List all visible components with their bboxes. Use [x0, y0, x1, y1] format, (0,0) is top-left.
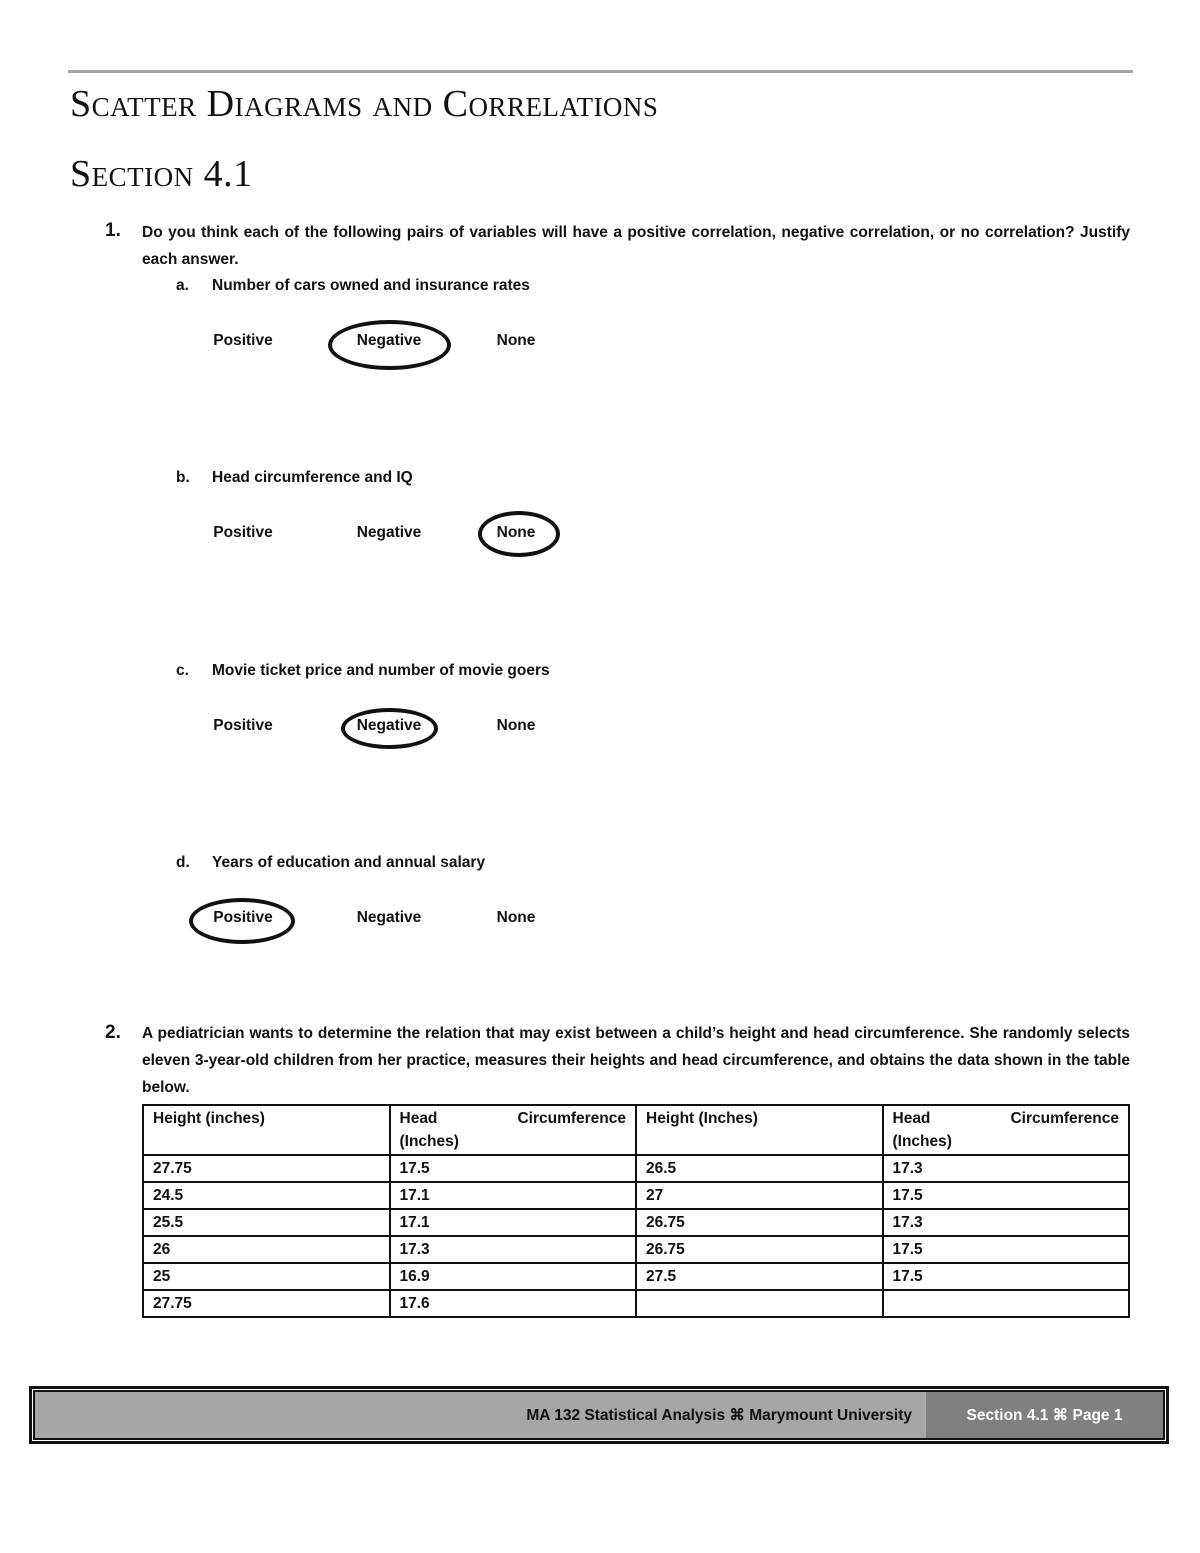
item-b-answer-circle [478, 511, 560, 557]
page-title: Scatter Diagrams and Correlations [70, 83, 659, 125]
table-row [143, 1263, 1129, 1290]
table-cell: 25 [143, 1263, 390, 1290]
header-circumference-2-word2: Circumference [1010, 1110, 1119, 1127]
item-d-option-positive[interactable]: Positive [213, 909, 273, 926]
table-cell: 27.5 [636, 1263, 883, 1290]
header-circumference-1-unit: (Inches) [399, 1133, 459, 1150]
table-header-row [143, 1105, 1129, 1155]
table-cell [883, 1290, 1130, 1317]
table-row [143, 1155, 1129, 1182]
header-circumference-2-unit: (Inches) [892, 1133, 952, 1150]
item-b-option-positive[interactable]: Positive [213, 524, 273, 541]
table-cell: 17.6 [390, 1290, 637, 1317]
footer-course: MA 132 Statistical Analysis ⌘ Marymount University [35, 1392, 926, 1438]
item-c-option-negative[interactable]: Negative [356, 717, 422, 734]
header-height-1: Height (inches) [143, 1105, 390, 1155]
table-cell: 27.75 [143, 1290, 390, 1317]
table-cell: 27 [636, 1182, 883, 1209]
item-d-text: Years of education and annual salary [212, 854, 486, 871]
item-d-answer-circle [189, 898, 295, 944]
table-row [143, 1209, 1129, 1236]
header-circumference-2-word1: Head [892, 1110, 931, 1127]
top-rule [68, 70, 1133, 73]
header-circumference-2 [883, 1105, 1130, 1155]
table-cell: 16.9 [390, 1263, 637, 1290]
table-cell: 17.1 [390, 1209, 637, 1236]
item-a-answer-circle [328, 320, 451, 370]
height-circumference-table [142, 1104, 1130, 1318]
table-cell: 26 [143, 1236, 390, 1263]
table-row [143, 1236, 1129, 1263]
item-c-letter: c. [176, 662, 189, 679]
table-cell: 17.3 [883, 1155, 1130, 1182]
item-c-option-positive[interactable]: Positive [213, 717, 273, 734]
table-cell: 17.3 [883, 1209, 1130, 1236]
table-row [143, 1290, 1129, 1317]
header-circumference-1-word1: Head [399, 1110, 438, 1127]
item-d-letter: d. [176, 854, 190, 871]
table-cell: 17.5 [883, 1182, 1130, 1209]
header-height-2: Height (Inches) [636, 1105, 883, 1155]
item-a-letter: a. [176, 277, 189, 294]
item-a-option-negative[interactable]: Negative [356, 332, 422, 349]
item-c-option-none[interactable]: None [496, 717, 536, 734]
item-b-letter: b. [176, 469, 190, 486]
item-b-text: Head circumference and IQ [212, 469, 413, 486]
header-circumference-1 [390, 1105, 637, 1155]
item-a-option-none[interactable]: None [496, 332, 536, 349]
table-cell: 17.5 [390, 1155, 637, 1182]
table-row [143, 1182, 1129, 1209]
table-cell [636, 1290, 883, 1317]
question-1-number: 1. [105, 220, 121, 241]
table-cell: 26.75 [636, 1236, 883, 1263]
question-2-text: A pediatrician wants to determine the relation that may exist between a child’s height and head circumference. She randomly selects eleven 3-year-old children from her practice, measures their heights and head circumference, and obtains the data shown in the table below. [142, 1025, 1130, 1096]
table-cell: 27.75 [143, 1155, 390, 1182]
table-cell: 17.5 [883, 1263, 1130, 1290]
item-d-option-none[interactable]: None [496, 909, 536, 926]
item-c-text: Movie ticket price and number of movie goers [212, 662, 550, 679]
question-2-number: 2. [105, 1022, 121, 1043]
question-1-text: Do you think each of the following pairs of variables will have a positive correlation, negative correlation, or no correlation? Justify each answer. [142, 224, 1130, 268]
header-circumference-1-word2: Circumference [517, 1110, 626, 1127]
section-title: Section 4.1 [70, 153, 253, 195]
table-cell: 17.1 [390, 1182, 637, 1209]
table-cell: 25.5 [143, 1209, 390, 1236]
item-b-option-negative[interactable]: Negative [356, 524, 422, 541]
item-b-option-none[interactable]: None [496, 524, 536, 541]
item-a-option-positive[interactable]: Positive [213, 332, 273, 349]
footer [33, 1390, 1165, 1440]
item-d-option-negative[interactable]: Negative [356, 909, 422, 926]
item-c-answer-circle [341, 708, 438, 749]
table-cell: 26.5 [636, 1155, 883, 1182]
item-a-text: Number of cars owned and insurance rates [212, 277, 530, 294]
table-cell: 24.5 [143, 1182, 390, 1209]
table-cell: 17.3 [390, 1236, 637, 1263]
footer-page: Section 4.1 ⌘ Page 1 [926, 1392, 1163, 1438]
table-cell: 17.5 [883, 1236, 1130, 1263]
table-cell: 26.75 [636, 1209, 883, 1236]
